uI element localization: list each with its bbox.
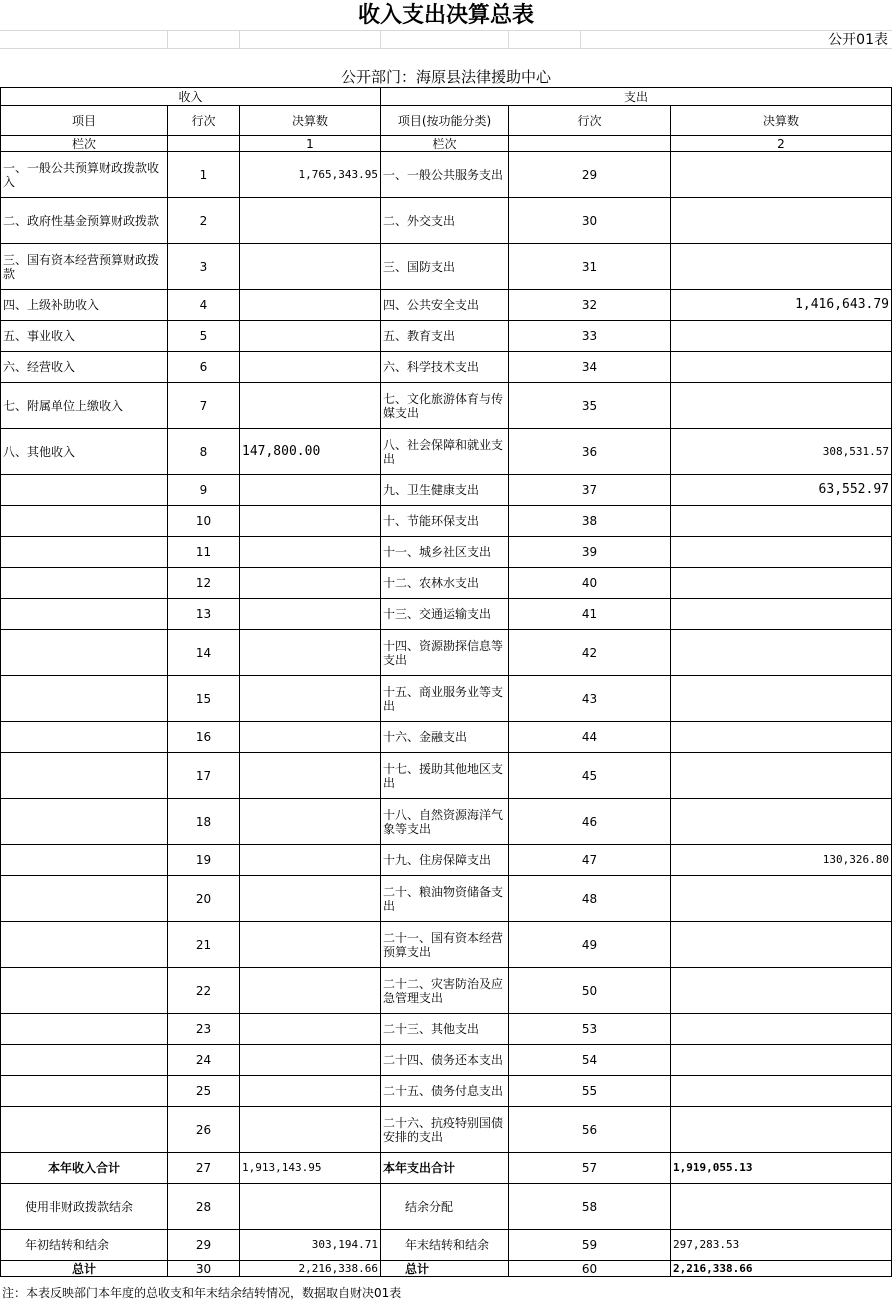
col-item-by-function-header: 项目(按功能分类) bbox=[381, 106, 509, 136]
expense-amount bbox=[671, 321, 892, 352]
income-header: 收入 bbox=[1, 88, 381, 106]
income-amount bbox=[240, 845, 381, 876]
income-row-no: 12 bbox=[168, 568, 240, 599]
table-row bbox=[1, 753, 892, 799]
income-item bbox=[1, 630, 168, 676]
expense-amount bbox=[671, 506, 892, 537]
table-row bbox=[1, 383, 892, 429]
expense-item: 十七、援助其他地区支出 bbox=[381, 753, 509, 799]
column-number: 1 bbox=[240, 136, 381, 152]
summary-expense-row-no: 58 bbox=[509, 1184, 671, 1230]
income-item bbox=[1, 722, 168, 753]
blank-grid-row bbox=[0, 30, 892, 49]
summary-income-row-no: 29 bbox=[168, 1230, 240, 1261]
expense-row-no: 49 bbox=[509, 922, 671, 968]
summary-income-amount: 1,913,143.95 bbox=[240, 1153, 381, 1184]
summary-expense-amount: 297,283.53 bbox=[671, 1230, 892, 1261]
summary-expense-amount bbox=[671, 1184, 892, 1230]
income-item bbox=[1, 475, 168, 506]
income-item bbox=[1, 845, 168, 876]
summary-row bbox=[1, 1261, 892, 1277]
summary-income-row-no: 27 bbox=[168, 1153, 240, 1184]
income-item bbox=[1, 1045, 168, 1076]
income-row-no: 20 bbox=[168, 876, 240, 922]
expense-row-no: 42 bbox=[509, 630, 671, 676]
column-number: 2 bbox=[671, 136, 892, 152]
summary-expense-item: 年末结转和结余 bbox=[381, 1230, 509, 1261]
table-row bbox=[1, 244, 892, 290]
expense-amount: 308,531.57 bbox=[671, 429, 892, 475]
income-amount bbox=[240, 290, 381, 321]
income-amount bbox=[240, 383, 381, 429]
income-item: 八、其他收入 bbox=[1, 429, 168, 475]
table-row bbox=[1, 845, 892, 876]
income-amount bbox=[240, 722, 381, 753]
col-row-no-header: 行次 bbox=[509, 106, 671, 136]
summary-expense-item: 结余分配 bbox=[381, 1184, 509, 1230]
expense-item: 二十二、灾害防治及应急管理支出 bbox=[381, 968, 509, 1014]
summary-expense-row-no: 60 bbox=[509, 1261, 671, 1277]
income-amount bbox=[240, 198, 381, 244]
expense-item: 二十四、债务还本支出 bbox=[381, 1045, 509, 1076]
income-expense-table bbox=[0, 87, 892, 1277]
expense-item: 二十一、国有资本经营预算支出 bbox=[381, 922, 509, 968]
income-item: 一、一般公共预算财政拨款收入 bbox=[1, 152, 168, 198]
expense-item: 十六、金融支出 bbox=[381, 722, 509, 753]
expense-item: 十四、资源勘探信息等支出 bbox=[381, 630, 509, 676]
income-row-no: 18 bbox=[168, 799, 240, 845]
income-amount bbox=[240, 630, 381, 676]
expense-row-no: 48 bbox=[509, 876, 671, 922]
expense-amount bbox=[671, 244, 892, 290]
income-amount bbox=[240, 1045, 381, 1076]
income-row-no: 14 bbox=[168, 630, 240, 676]
expense-row-no: 55 bbox=[509, 1076, 671, 1107]
col-item-header: 项目 bbox=[1, 106, 168, 136]
expense-amount bbox=[671, 198, 892, 244]
expense-row-no: 29 bbox=[509, 152, 671, 198]
income-item bbox=[1, 1076, 168, 1107]
expense-item: 十三、交通运输支出 bbox=[381, 599, 509, 630]
expense-row-no: 43 bbox=[509, 676, 671, 722]
table-row bbox=[1, 1014, 892, 1045]
expense-item: 二十三、其他支出 bbox=[381, 1014, 509, 1045]
summary-expense-amount: 1,919,055.13 bbox=[671, 1153, 892, 1184]
table-row bbox=[1, 922, 892, 968]
income-row-no: 22 bbox=[168, 968, 240, 1014]
expense-amount bbox=[671, 630, 892, 676]
income-row-no: 25 bbox=[168, 1076, 240, 1107]
summary-expense-row-no: 57 bbox=[509, 1153, 671, 1184]
form-code: 公开01表 bbox=[828, 32, 888, 48]
income-amount bbox=[240, 922, 381, 968]
income-amount bbox=[240, 1076, 381, 1107]
income-amount: 1,765,343.95 bbox=[240, 152, 381, 198]
expense-amount bbox=[671, 1045, 892, 1076]
expense-item: 二、外交支出 bbox=[381, 198, 509, 244]
income-item bbox=[1, 676, 168, 722]
expense-row-no: 33 bbox=[509, 321, 671, 352]
income-item bbox=[1, 968, 168, 1014]
column-label: 栏次 bbox=[1, 136, 168, 152]
income-item bbox=[1, 876, 168, 922]
expense-item: 二十六、抗疫特别国债安排的支出 bbox=[381, 1107, 509, 1153]
table-row bbox=[1, 1045, 892, 1076]
expense-row-no: 35 bbox=[509, 383, 671, 429]
income-row-no: 7 bbox=[168, 383, 240, 429]
summary-income-item: 总计 bbox=[1, 1261, 168, 1277]
expense-row-no: 56 bbox=[509, 1107, 671, 1153]
expense-amount bbox=[671, 383, 892, 429]
expense-row-no: 31 bbox=[509, 244, 671, 290]
income-amount bbox=[240, 753, 381, 799]
expense-amount bbox=[671, 799, 892, 845]
summary-income-row-no: 30 bbox=[168, 1261, 240, 1277]
expense-amount bbox=[671, 537, 892, 568]
expense-item: 四、公共安全支出 bbox=[381, 290, 509, 321]
summary-income-amount: 2,216,338.66 bbox=[240, 1261, 381, 1277]
expense-header: 支出 bbox=[381, 88, 892, 106]
expense-item: 十九、住房保障支出 bbox=[381, 845, 509, 876]
expense-item: 十二、农林水支出 bbox=[381, 568, 509, 599]
summary-income-amount bbox=[240, 1184, 381, 1230]
expense-row-no: 30 bbox=[509, 198, 671, 244]
expense-item: 七、文化旅游体育与传媒支出 bbox=[381, 383, 509, 429]
department-label: 公开部门：海原县法律援助中心 bbox=[340, 68, 551, 86]
summary-expense-item: 总计 bbox=[381, 1261, 509, 1277]
income-item bbox=[1, 537, 168, 568]
income-amount bbox=[240, 244, 381, 290]
table-row bbox=[1, 537, 892, 568]
expense-item: 五、教育支出 bbox=[381, 321, 509, 352]
expense-row-no: 37 bbox=[509, 475, 671, 506]
income-amount bbox=[240, 568, 381, 599]
expense-item: 九、卫生健康支出 bbox=[381, 475, 509, 506]
expense-row-no: 36 bbox=[509, 429, 671, 475]
expense-item: 十八、自然资源海洋气象等支出 bbox=[381, 799, 509, 845]
income-item bbox=[1, 568, 168, 599]
expense-amount bbox=[671, 676, 892, 722]
summary-row bbox=[1, 1153, 892, 1184]
income-row-no: 19 bbox=[168, 845, 240, 876]
blank-cell bbox=[168, 136, 240, 152]
table-row bbox=[1, 152, 892, 198]
income-row-no: 3 bbox=[168, 244, 240, 290]
income-item bbox=[1, 1014, 168, 1045]
column-label: 栏次 bbox=[381, 136, 509, 152]
income-item: 五、事业收入 bbox=[1, 321, 168, 352]
income-row-no: 16 bbox=[168, 722, 240, 753]
income-item bbox=[1, 1107, 168, 1153]
table-row bbox=[1, 599, 892, 630]
expense-item: 二十、粮油物资储备支出 bbox=[381, 876, 509, 922]
table-row bbox=[1, 968, 892, 1014]
table-row bbox=[1, 1076, 892, 1107]
income-amount bbox=[240, 599, 381, 630]
expense-amount bbox=[671, 152, 892, 198]
table-row bbox=[1, 475, 892, 506]
table-row bbox=[1, 876, 892, 922]
expense-amount bbox=[671, 968, 892, 1014]
expense-amount bbox=[671, 568, 892, 599]
income-item bbox=[1, 799, 168, 845]
income-row-no: 24 bbox=[168, 1045, 240, 1076]
income-amount bbox=[240, 321, 381, 352]
expense-row-no: 53 bbox=[509, 1014, 671, 1045]
expense-row-no: 38 bbox=[509, 506, 671, 537]
expense-row-no: 50 bbox=[509, 968, 671, 1014]
expense-amount bbox=[671, 1014, 892, 1045]
table-row bbox=[1, 429, 892, 475]
income-row-no: 17 bbox=[168, 753, 240, 799]
expense-item: 十五、商业服务业等支出 bbox=[381, 676, 509, 722]
expense-row-no: 45 bbox=[509, 753, 671, 799]
income-amount bbox=[240, 968, 381, 1014]
income-item: 六、经营收入 bbox=[1, 352, 168, 383]
expense-item: 一、一般公共服务支出 bbox=[381, 152, 509, 198]
income-amount bbox=[240, 676, 381, 722]
income-amount bbox=[240, 352, 381, 383]
expense-row-no: 32 bbox=[509, 290, 671, 321]
expense-row-no: 54 bbox=[509, 1045, 671, 1076]
table-row bbox=[1, 722, 892, 753]
summary-expense-amount: 2,216,338.66 bbox=[671, 1261, 892, 1277]
table-row bbox=[1, 198, 892, 244]
table-row bbox=[1, 352, 892, 383]
summary-row bbox=[1, 1184, 892, 1230]
income-item bbox=[1, 599, 168, 630]
report-title: 收入支出决算总表 bbox=[357, 2, 534, 28]
col-amount-header: 决算数 bbox=[240, 106, 381, 136]
summary-income-amount: 303,194.71 bbox=[240, 1230, 381, 1261]
income-row-no: 1 bbox=[168, 152, 240, 198]
income-row-no: 26 bbox=[168, 1107, 240, 1153]
footnote: 注：本表反映部门本年度的总收支和年末结余结转情况，数据取自财决01表 bbox=[2, 1286, 402, 1300]
expense-row-no: 44 bbox=[509, 722, 671, 753]
income-amount: 147,800.00 bbox=[240, 429, 381, 475]
summary-income-item: 使用非财政拨款结余 bbox=[1, 1184, 168, 1230]
expense-item: 六、科学技术支出 bbox=[381, 352, 509, 383]
income-row-no: 10 bbox=[168, 506, 240, 537]
table-row bbox=[1, 799, 892, 845]
expense-row-no: 41 bbox=[509, 599, 671, 630]
summary-income-item: 年初结转和结余 bbox=[1, 1230, 168, 1261]
income-amount bbox=[240, 799, 381, 845]
income-amount bbox=[240, 475, 381, 506]
table-row bbox=[1, 290, 892, 321]
expense-amount: 63,552.97 bbox=[671, 475, 892, 506]
expense-item: 十一、城乡社区支出 bbox=[381, 537, 509, 568]
income-amount bbox=[240, 1014, 381, 1045]
income-row-no: 5 bbox=[168, 321, 240, 352]
income-row-no: 6 bbox=[168, 352, 240, 383]
expense-item: 三、国防支出 bbox=[381, 244, 509, 290]
income-row-no: 9 bbox=[168, 475, 240, 506]
expense-amount: 130,326.80 bbox=[671, 845, 892, 876]
expense-item: 八、社会保障和就业支出 bbox=[381, 429, 509, 475]
summary-income-row-no: 28 bbox=[168, 1184, 240, 1230]
expense-row-no: 39 bbox=[509, 537, 671, 568]
expense-amount bbox=[671, 599, 892, 630]
income-row-no: 15 bbox=[168, 676, 240, 722]
summary-expense-item: 本年支出合计 bbox=[381, 1153, 509, 1184]
col-row-no-header: 行次 bbox=[168, 106, 240, 136]
table-row bbox=[1, 630, 892, 676]
summary-income-item: 本年收入合计 bbox=[1, 1153, 168, 1184]
income-row-no: 21 bbox=[168, 922, 240, 968]
income-row-no: 11 bbox=[168, 537, 240, 568]
income-amount bbox=[240, 537, 381, 568]
expense-item: 十、节能环保支出 bbox=[381, 506, 509, 537]
income-amount bbox=[240, 506, 381, 537]
expense-row-no: 40 bbox=[509, 568, 671, 599]
summary-expense-row-no: 59 bbox=[509, 1230, 671, 1261]
income-amount bbox=[240, 1107, 381, 1153]
expense-amount bbox=[671, 876, 892, 922]
income-row-no: 23 bbox=[168, 1014, 240, 1045]
income-row-no: 8 bbox=[168, 429, 240, 475]
income-row-no: 13 bbox=[168, 599, 240, 630]
income-item bbox=[1, 506, 168, 537]
income-row-no: 4 bbox=[168, 290, 240, 321]
table-row bbox=[1, 506, 892, 537]
table-row bbox=[1, 676, 892, 722]
summary-row bbox=[1, 1230, 892, 1261]
expense-item: 二十五、债务付息支出 bbox=[381, 1076, 509, 1107]
col-amount-header: 决算数 bbox=[671, 106, 892, 136]
table-row bbox=[1, 321, 892, 352]
income-item: 七、附属单位上缴收入 bbox=[1, 383, 168, 429]
expense-amount bbox=[671, 922, 892, 968]
blank-cell bbox=[509, 136, 671, 152]
income-amount bbox=[240, 876, 381, 922]
income-item: 三、国有资本经营预算财政拨款 bbox=[1, 244, 168, 290]
expense-amount bbox=[671, 1107, 892, 1153]
table-row bbox=[1, 1107, 892, 1153]
income-item: 四、上级补助收入 bbox=[1, 290, 168, 321]
table-row bbox=[1, 568, 892, 599]
income-item bbox=[1, 753, 168, 799]
income-item bbox=[1, 922, 168, 968]
income-item: 二、政府性基金预算财政拨款 bbox=[1, 198, 168, 244]
expense-row-no: 34 bbox=[509, 352, 671, 383]
expense-row-no: 47 bbox=[509, 845, 671, 876]
expense-amount bbox=[671, 352, 892, 383]
expense-amount bbox=[671, 753, 892, 799]
expense-row-no: 46 bbox=[509, 799, 671, 845]
expense-amount: 1,416,643.79 bbox=[671, 290, 892, 321]
expense-amount bbox=[671, 1076, 892, 1107]
expense-amount bbox=[671, 722, 892, 753]
income-row-no: 2 bbox=[168, 198, 240, 244]
